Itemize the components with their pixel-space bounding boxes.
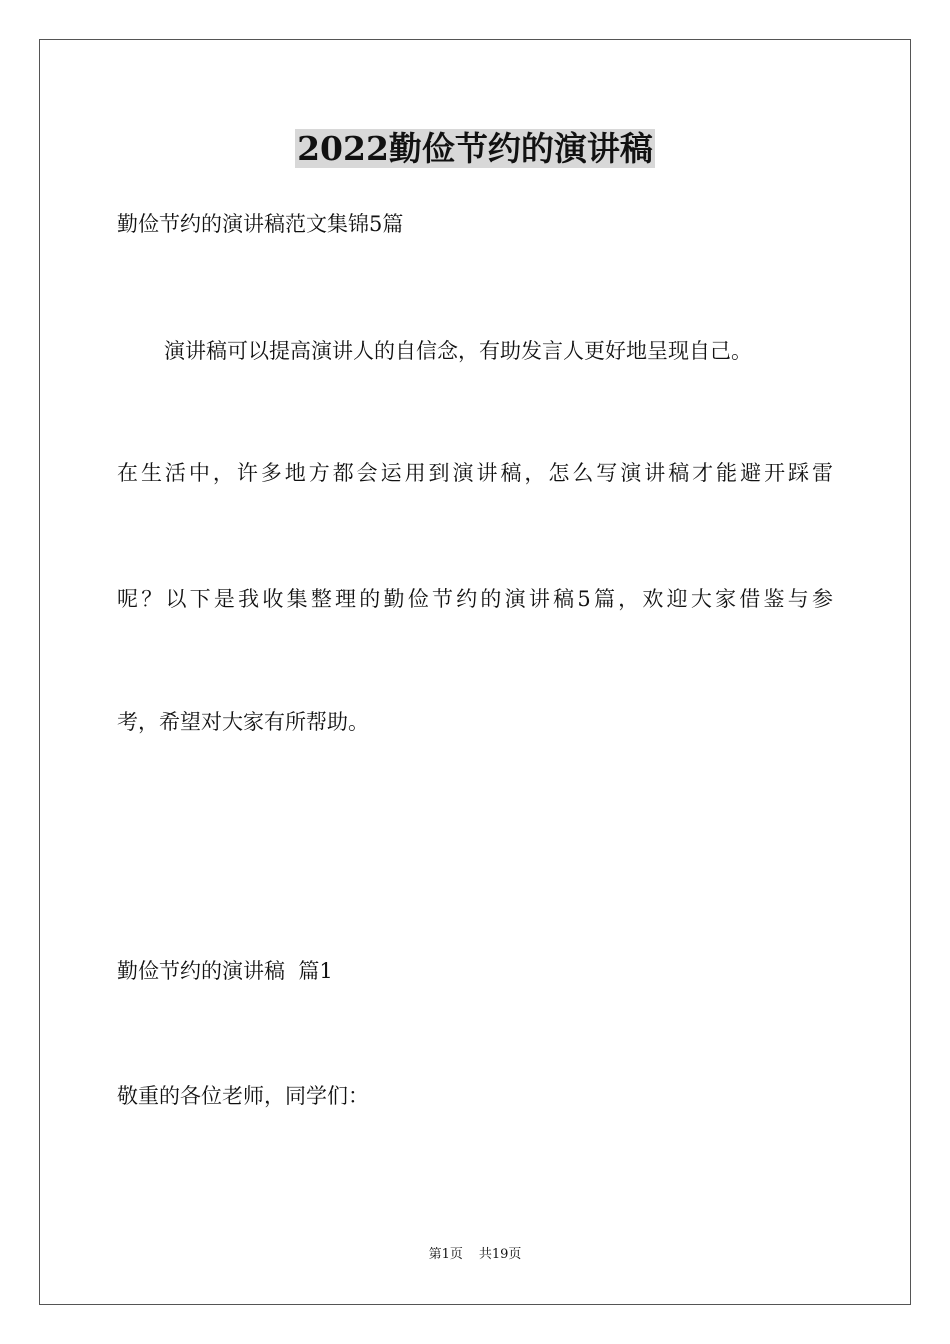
- page-total: 共19页: [478, 1247, 522, 1262]
- intro-line-4: 考，希望对大家有所帮助。: [117, 710, 369, 734]
- intro-line-2: 在生活中，许多地方都会运用到演讲稿，怎么写演讲稿才能避开踩雷: [117, 461, 833, 485]
- intro-line-1: 演讲稿可以提高演讲人的自信念，有助发言人更好地呈现自己。: [164, 339, 752, 363]
- document-title-text: 2022勤俭节约的演讲稿: [297, 129, 653, 168]
- intro-line-3: 呢？以下是我收集整理的勤俭节约的演讲稿5篇，欢迎大家借鉴与参: [117, 587, 833, 611]
- section-heading: 勤俭节约的演讲稿 篇1: [117, 959, 333, 983]
- document-title: [0, 128, 950, 170]
- salutation: 敬重的各位老师，同学们：: [117, 1084, 369, 1108]
- document-subtitle: 勤俭节约的演讲稿范文集锦5篇: [117, 212, 404, 236]
- page-number: 第1页: [428, 1247, 463, 1262]
- page-footer: [0, 1246, 950, 1264]
